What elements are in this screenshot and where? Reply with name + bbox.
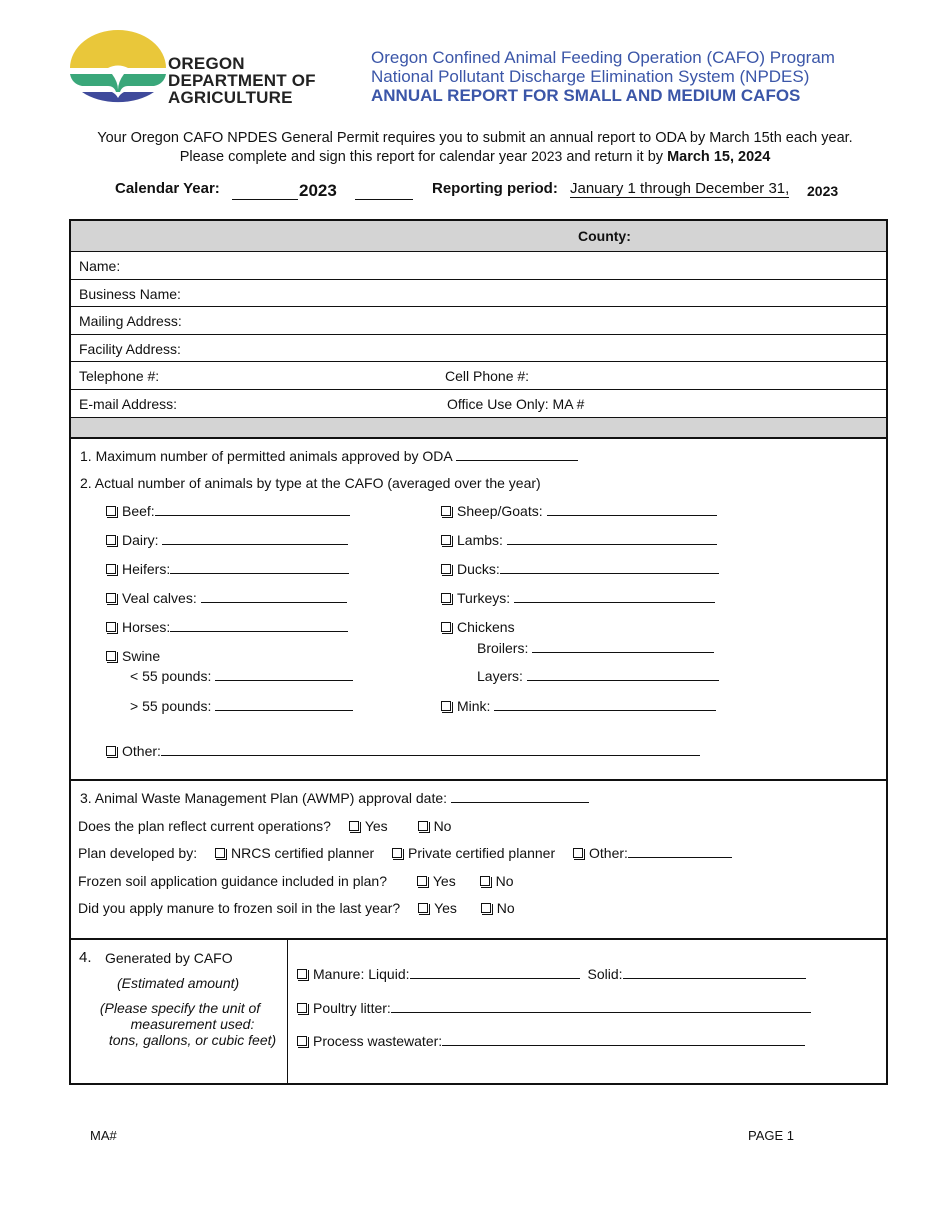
frozen-applied-yes: Yes — [434, 900, 457, 916]
intro-line-2-a: Please complete and sign this report for calendar year — [179, 149, 532, 165]
manure-liquid-label: Manure: Liquid: — [313, 966, 410, 982]
wastewater-checkbox[interactable] — [297, 1036, 307, 1046]
private-checkbox[interactable] — [392, 848, 402, 858]
broilers-label: Broilers: — [477, 640, 529, 656]
other-input[interactable] — [161, 744, 700, 756]
cell-label: Cell Phone #: — [445, 368, 530, 384]
beef-label: Beef: — [122, 503, 155, 519]
swine-gt-input[interactable] — [215, 699, 353, 711]
horses-item — [106, 619, 348, 635]
sheep-label: Sheep/Goats: — [457, 503, 543, 519]
telephone-label: Telephone #: — [79, 368, 160, 384]
frozen-applied-row — [78, 900, 515, 916]
report-title: ANNUAL REPORT FOR SMALL AND MEDIUM CAFOS — [371, 86, 801, 105]
heifers-item — [106, 561, 349, 577]
developed-by-row — [78, 845, 732, 861]
generated-estimated: (Estimated amount) — [117, 975, 240, 991]
layers-label: Layers: — [477, 668, 523, 684]
phone-row[interactable] — [71, 361, 886, 389]
broilers-item — [477, 640, 714, 656]
intro-year: 2023 — [531, 148, 563, 164]
poultry-item — [297, 1000, 811, 1016]
calendar-year-value[interactable]: 2023 — [299, 181, 337, 200]
logo-line-2: DEPARTMENT OF — [168, 71, 316, 90]
office-use-label: Office Use Only: MA # — [447, 396, 585, 412]
county-header — [71, 221, 886, 251]
veal-label: Veal calves: — [122, 590, 197, 606]
broilers-input[interactable] — [532, 641, 714, 653]
current-ops-label: Does the plan reflect current operations? — [78, 818, 331, 834]
generated-title: Generated by CAFO — [105, 950, 233, 966]
swine-gt-label: > 55 pounds: — [130, 698, 212, 714]
other-checkbox[interactable] — [106, 746, 116, 756]
dairy-input[interactable] — [162, 533, 348, 545]
q1 — [80, 448, 578, 464]
frozen-guidance-no: No — [495, 873, 514, 889]
other-item — [106, 743, 700, 759]
mink-checkbox[interactable] — [441, 701, 451, 711]
oda-logo — [68, 30, 328, 114]
program-header — [371, 48, 835, 105]
swine-lt-label: < 55 pounds: — [130, 668, 212, 684]
wastewater-label: Process wastewater: — [313, 1033, 443, 1049]
intro-line-2 — [0, 148, 950, 165]
lambs-input[interactable] — [507, 533, 717, 545]
swine-lt-item — [130, 668, 353, 684]
business-label: Business Name: — [79, 286, 181, 302]
beef-input[interactable] — [155, 504, 350, 516]
frozen-guidance-yes-checkbox[interactable] — [417, 876, 427, 886]
mailing-label: Mailing Address: — [79, 313, 182, 329]
beef-item — [106, 503, 350, 519]
horses-input[interactable] — [170, 620, 348, 632]
q3 — [80, 790, 589, 806]
calendar-year-line-left — [232, 183, 298, 200]
logo-line-3: AGRICULTURE — [168, 88, 293, 107]
intro-line-1: Your Oregon CAFO NPDES General Permit requires you to submit an annual report to ODA by March 15th each year. — [97, 130, 853, 146]
mink-item — [441, 698, 716, 714]
mailing-row[interactable] — [71, 306, 886, 334]
current-ops-row — [78, 818, 451, 834]
wastewater-item — [297, 1033, 805, 1049]
poultry-label: Poultry litter: — [313, 1000, 391, 1016]
calendar-year-label: Calendar Year: — [115, 180, 220, 197]
other-label: Other: — [122, 743, 161, 759]
developed-other-checkbox[interactable] — [573, 848, 583, 858]
turkeys-checkbox[interactable] — [441, 593, 451, 603]
email-label: E-mail Address: — [79, 396, 178, 412]
turkeys-input[interactable] — [514, 591, 715, 603]
swine-checkbox[interactable] — [106, 651, 116, 661]
gray-divider — [71, 417, 886, 439]
frozen-applied-yes-checkbox[interactable] — [418, 903, 428, 913]
frozen-applied-no-checkbox[interactable] — [481, 903, 491, 913]
footer-ma: MA# — [90, 1128, 117, 1143]
manure-solid-label: Solid: — [587, 966, 623, 982]
frozen-applied-label: Did you apply manure to frozen soil in the last year? — [78, 900, 401, 916]
frozen-guidance-no-checkbox[interactable] — [480, 876, 490, 886]
header-line-2: National Pollutant Discharge Elimination System (NPDES) — [371, 67, 810, 86]
logo-line-1: OREGON — [168, 54, 245, 73]
veal-input[interactable] — [201, 591, 347, 603]
county-label: County: — [578, 228, 631, 244]
name-row[interactable] — [71, 251, 886, 279]
poultry-checkbox[interactable] — [297, 1003, 307, 1013]
swine-gt-item — [130, 698, 353, 714]
frozen-guidance-label: Frozen soil application guidance included in plan? — [78, 873, 387, 889]
q1-input[interactable] — [456, 449, 578, 461]
ducks-checkbox[interactable] — [441, 564, 451, 574]
heifers-label: Heifers: — [122, 561, 171, 577]
due-date: March 15, 2024 — [667, 149, 771, 165]
mink-label: Mink: — [457, 698, 491, 714]
awmp-date-input[interactable] — [451, 791, 589, 803]
q2-label: 2. Actual number of animals by type at the CAFO (averaged over the year) — [80, 475, 541, 491]
swine-label: Swine — [122, 648, 161, 664]
oda-logo-text — [168, 55, 316, 106]
heifers-input[interactable] — [170, 562, 349, 574]
current-ops-yes-checkbox[interactable] — [349, 821, 359, 831]
turkeys-label: Turkeys: — [457, 590, 511, 606]
developed-other-label: Other: — [589, 845, 628, 861]
veal-checkbox[interactable] — [106, 593, 116, 603]
manure-checkbox[interactable] — [297, 969, 307, 979]
generated-note-1: (Please specify the unit of — [99, 1000, 261, 1016]
facility-label: Facility Address: — [79, 341, 181, 357]
lambs-label: Lambs: — [457, 532, 503, 548]
intro-line-2-b: and return it by — [562, 149, 668, 165]
contact-section — [69, 219, 888, 439]
q1-label: 1. Maximum number of permitted animals approved by ODA — [80, 448, 452, 464]
lambs-checkbox[interactable] — [441, 535, 451, 545]
beef-checkbox[interactable] — [106, 506, 116, 516]
sheep-checkbox[interactable] — [441, 506, 451, 516]
dairy-checkbox[interactable] — [106, 535, 116, 545]
turkeys-item — [441, 590, 715, 606]
dairy-item — [106, 532, 348, 548]
q4-number: 4. — [79, 949, 92, 966]
oda-logo-mark — [68, 30, 168, 114]
generated-note-2: measurement used: — [130, 1016, 255, 1032]
dairy-label: Dairy: — [122, 532, 159, 548]
header-line-1: Oregon Confined Animal Feeding Operation (CAFO) Program — [371, 48, 835, 67]
private-label: Private certified planner — [408, 845, 556, 861]
swine-lt-input[interactable] — [215, 669, 353, 681]
generated-note-3: tons, gallons, or cubic feet) — [108, 1032, 277, 1048]
lambs-item — [441, 532, 717, 548]
business-row[interactable] — [71, 279, 886, 306]
horses-checkbox[interactable] — [106, 622, 116, 632]
developed-by-label: Plan developed by: — [78, 845, 198, 861]
heifers-checkbox[interactable] — [106, 564, 116, 574]
manure-item — [297, 966, 806, 982]
layers-item — [477, 668, 719, 684]
frozen-guidance-yes: Yes — [432, 873, 456, 889]
calendar-year-line-right — [355, 183, 413, 200]
footer-page: PAGE 1 — [748, 1128, 795, 1143]
nrcs-checkbox[interactable] — [215, 848, 225, 858]
veal-item — [106, 590, 347, 606]
reporting-period-label: Reporting period: — [432, 180, 558, 197]
ducks-item — [441, 561, 719, 577]
current-ops-no: No — [433, 818, 452, 834]
chickens-checkbox[interactable] — [441, 622, 451, 632]
mink-input[interactable] — [494, 699, 716, 711]
frozen-applied-no: No — [496, 900, 515, 916]
ducks-label: Ducks: — [457, 561, 500, 577]
current-ops-yes: Yes — [364, 818, 388, 834]
wastewater-input[interactable] — [442, 1034, 805, 1046]
manure-solid-input[interactable] — [623, 967, 806, 979]
layers-input[interactable] — [527, 669, 719, 681]
horses-label: Horses: — [122, 619, 171, 635]
reporting-period-year: 2023 — [807, 183, 839, 199]
sheep-input[interactable] — [547, 504, 717, 516]
swine-item — [106, 648, 160, 664]
reporting-period-value: January 1 through December 31, — [570, 180, 790, 197]
frozen-guidance-row — [78, 873, 514, 889]
chickens-label: Chickens — [457, 619, 515, 635]
q3-label: 3. Animal Waste Management Plan (AWMP) approval date: — [80, 790, 448, 806]
developed-other-input[interactable] — [628, 846, 732, 858]
current-ops-no-checkbox[interactable] — [418, 821, 428, 831]
ducks-input[interactable] — [500, 562, 719, 574]
nrcs-label: NRCS certified planner — [230, 845, 375, 861]
poultry-input[interactable] — [391, 1001, 811, 1013]
manure-liquid-input[interactable] — [410, 967, 580, 979]
chickens-item — [441, 619, 515, 635]
facility-row[interactable] — [71, 334, 886, 361]
name-label: Name: — [79, 258, 121, 274]
email-row[interactable] — [71, 389, 886, 417]
sheep-item — [441, 503, 717, 519]
